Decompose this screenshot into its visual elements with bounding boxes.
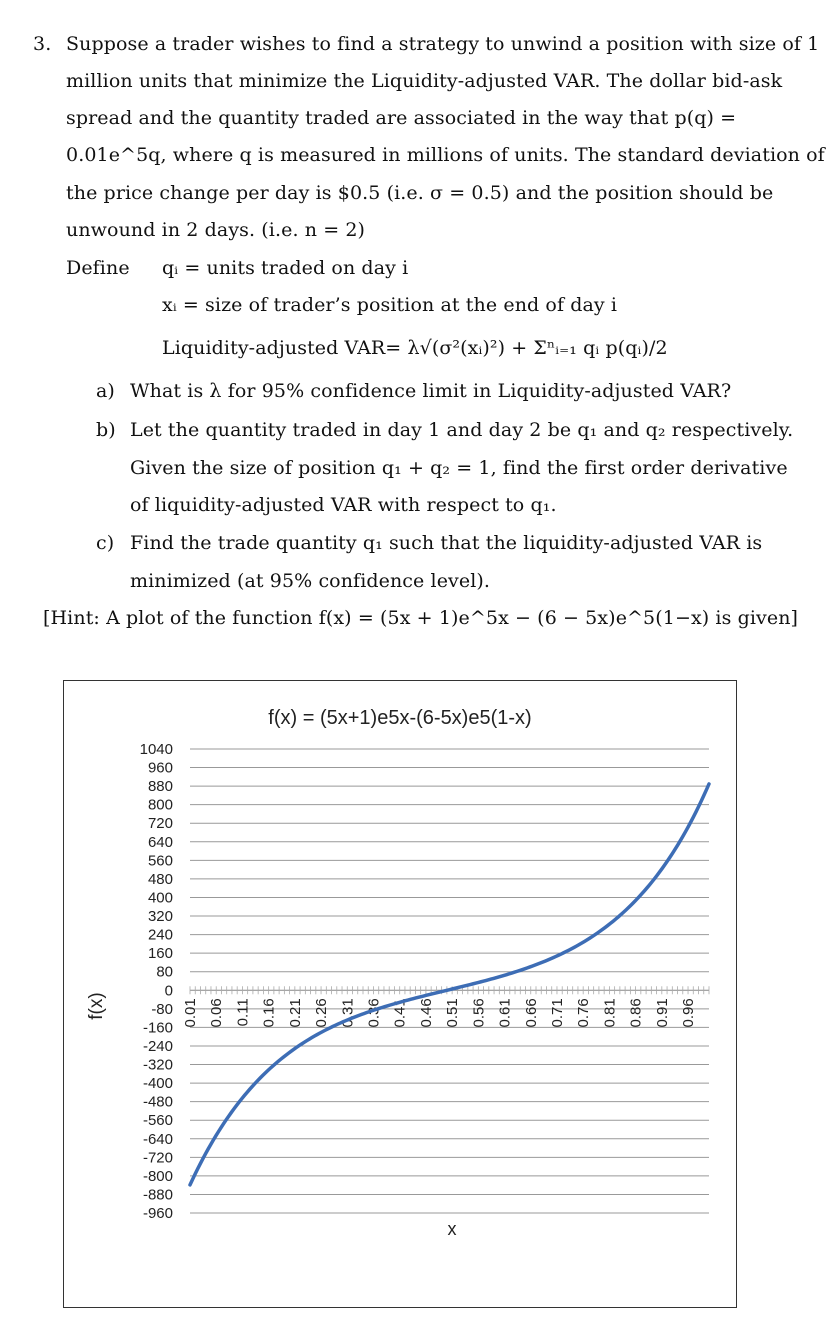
- y-tick-label: -400: [142, 1075, 173, 1093]
- part-a-line-1: What is λ for 95% confidence limit in Liquidity-adjusted VAR?: [130, 380, 732, 402]
- x-tick-label: 0.11: [234, 998, 252, 1027]
- x-tick-label: 0.96: [680, 998, 698, 1028]
- question-line-3: spread and the quantity traded are associated in the way that p(q) =: [66, 107, 737, 129]
- part-b-line-1: Let the quantity traded in day 1 and day 2 be q₁ and q₂ respectively.: [130, 419, 794, 441]
- y-tick-label: 400: [147, 889, 173, 907]
- y-tick-label: 0: [164, 982, 173, 1000]
- chart-title: f(x) = (5x+1)e5x-(6-5x)e5(1-x): [268, 707, 532, 729]
- question-line-4: 0.01e^5q, where q is measured in millions of units. The standard deviation of: [66, 144, 825, 166]
- function-chart: [64, 681, 736, 1307]
- y-tick-label: -960: [142, 1205, 173, 1222]
- x-tick-label: 0.46: [417, 998, 435, 1028]
- y-axis-label: f(x): [86, 992, 107, 1020]
- y-tick-label: 80: [156, 963, 173, 981]
- y-tick-label: -560: [142, 1112, 173, 1130]
- x-tick-label: 0.56: [470, 998, 488, 1028]
- y-tick-label: 160: [147, 945, 173, 963]
- y-tick-label: 720: [147, 815, 173, 833]
- part-b-label: b): [96, 419, 116, 441]
- question-line-1: Suppose a trader wishes to find a strategy to unwind a position with size of 1: [66, 33, 820, 55]
- x-tick-label: 0.51: [444, 998, 462, 1028]
- y-tick-label: 1040: [139, 741, 173, 758]
- y-tick-label: -480: [142, 1093, 173, 1111]
- x-tick-label: 0.06: [208, 998, 226, 1028]
- definition-q: qᵢ = units traded on day i: [162, 257, 409, 279]
- definition-lvar: Liquidity-adjusted VAR= λ√(σ²(xᵢ)²) + Σⁿᵢ₌₁ qᵢ p(qᵢ)/2: [162, 337, 668, 359]
- x-tick-label: 0.21: [286, 998, 304, 1028]
- y-tick-label: 560: [147, 852, 173, 870]
- x-tick-label: 0.16: [260, 998, 278, 1028]
- part-c-label: c): [96, 532, 115, 554]
- question-number: 3.: [33, 33, 52, 55]
- x-tick-label: 0.41: [391, 998, 409, 1028]
- x-tick-label: 0.91: [653, 998, 671, 1028]
- part-c-line-2: minimized (at 95% confidence level).: [130, 570, 491, 592]
- y-tick-label: 640: [147, 833, 173, 851]
- y-tick-label: -800: [142, 1167, 173, 1185]
- x-tick-label: 0.86: [627, 998, 645, 1028]
- x-tick-label: 0.61: [496, 998, 514, 1028]
- part-b-line-3: of liquidity-adjusted VAR with respect to q₁.: [130, 494, 557, 516]
- y-tick-label: 240: [147, 926, 173, 944]
- y-tick-label: -880: [142, 1186, 173, 1204]
- y-tick-label: -240: [142, 1037, 173, 1055]
- series-line-f: [190, 784, 709, 1185]
- part-a-label: a): [96, 380, 115, 402]
- x-axis-label: x: [447, 1219, 457, 1239]
- y-tick-label: -320: [142, 1056, 173, 1074]
- question-line-5: the price change per day is $0.5 (i.e. σ = 0.5) and the position should be: [66, 182, 774, 204]
- x-tick-label: 0.01: [182, 998, 199, 1028]
- x-tick-label: 0.71: [548, 998, 566, 1028]
- hint-text: [Hint: A plot of the function f(x) = (5x + 1)e^5x − (6 − 5x)e^5(1−x) is given]: [43, 607, 799, 629]
- y-tick-label: 800: [147, 796, 173, 814]
- y-tick-label: -80: [151, 1000, 173, 1018]
- question-line-2: million units that minimize the Liquidity-adjusted VAR. The dollar bid-ask: [66, 70, 783, 92]
- y-tick-label: -640: [142, 1130, 173, 1148]
- y-tick-label: 880: [147, 778, 173, 796]
- part-b-line-2: Given the size of position q₁ + q₂ = 1, find the first order derivative: [130, 457, 788, 479]
- definition-x: xᵢ = size of trader’s position at the end of day i: [162, 294, 618, 316]
- x-tick-label: 0.81: [601, 998, 619, 1028]
- define-label: Define: [66, 257, 130, 279]
- x-tick-label: 0.26: [313, 998, 331, 1028]
- question-line-6: unwound in 2 days. (i.e. n = 2): [66, 219, 366, 241]
- x-tick-label: 0.76: [575, 998, 593, 1028]
- x-tick-label: 0.36: [365, 998, 383, 1028]
- part-c-line-1: Find the trade quantity q₁ such that the liquidity-adjusted VAR is: [130, 532, 763, 554]
- x-tick-label: 0.31: [339, 998, 357, 1028]
- y-tick-label: 960: [147, 759, 173, 777]
- y-tick-label: -720: [142, 1149, 173, 1167]
- y-tick-label: 480: [147, 870, 173, 888]
- y-tick-label: -160: [142, 1019, 173, 1037]
- x-tick-label: 0.66: [522, 998, 540, 1028]
- y-tick-label: 320: [147, 908, 173, 926]
- chart-frame: [63, 680, 737, 1308]
